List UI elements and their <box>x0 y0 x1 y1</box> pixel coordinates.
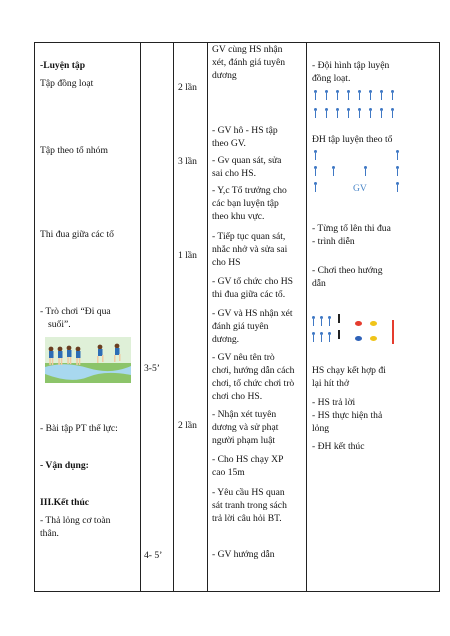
ball-icon <box>370 336 377 341</box>
ball-icon <box>370 321 377 326</box>
duration-value: 4- 5’ <box>144 550 163 561</box>
content-item: - Thả lỏng cơ toàn <box>40 515 111 526</box>
student-icon <box>396 166 399 176</box>
student-icon <box>380 90 383 100</box>
flag-icon <box>338 330 340 339</box>
content-item: Thi đua giữa các tổ <box>40 229 114 240</box>
teacher-activity: - Y,c Tổ trưởng cho <box>212 185 287 196</box>
student-icon <box>369 90 372 100</box>
content-item: - Bài tập PT thể lực: <box>40 423 118 434</box>
repetition-count: 3 lần <box>178 156 197 167</box>
student-icon <box>396 182 399 192</box>
teacher-activity: - GV hướng dẫn <box>212 549 275 560</box>
column-divider-3 <box>207 42 208 592</box>
ball-icon <box>355 321 362 326</box>
teacher-activity: cho HS <box>212 257 241 268</box>
column-divider-2 <box>173 42 174 592</box>
student-icon <box>336 108 339 118</box>
formation-diagram-group <box>312 88 437 122</box>
repetition-count: 2 lần <box>178 82 197 93</box>
teacher-activity: chơi, tổ chức chơi trò <box>212 378 295 389</box>
teacher-activity: - Yêu cầu HS quan <box>212 487 285 498</box>
repetition-count: 2 lần <box>178 420 197 431</box>
repetition-count: 1 lần <box>178 250 197 261</box>
content-item: suối”. <box>48 319 71 330</box>
teacher-activity: sát tranh trong sách <box>212 500 287 511</box>
student-icon <box>312 332 315 342</box>
section-heading-practice: -Luyện tập <box>40 60 86 71</box>
teacher-activity: - GV nêu tên trò <box>212 352 275 363</box>
student-activity: lại hít thở <box>312 378 350 389</box>
table-border-right <box>439 42 440 592</box>
teacher-activity: dương và sử phạt <box>212 422 279 433</box>
formation-diagram-teams <box>312 150 437 196</box>
student-icon <box>320 332 323 342</box>
student-icon <box>358 108 361 118</box>
teacher-activity: - GV hô - HS tập <box>212 125 278 136</box>
teacher-activity: trả lời câu hỏi BT. <box>212 513 282 524</box>
student-icon <box>369 108 372 118</box>
table-border-left <box>34 42 35 592</box>
student-icon <box>325 108 328 118</box>
student-activity: ĐH tập luyện theo tổ <box>312 134 393 145</box>
teacher-position-label: GV <box>353 183 367 194</box>
student-icon <box>336 90 339 100</box>
student-activity: HS chạy kết hợp đi <box>312 365 386 376</box>
student-icon <box>328 316 331 326</box>
table-border-top <box>34 42 440 43</box>
section-heading-end: III.Kết thúc <box>40 497 90 508</box>
teacher-activity: - Tiếp tục quan sát, <box>212 231 286 242</box>
student-icon <box>347 108 350 118</box>
teacher-activity: chơi, hướng dẫn cách <box>212 365 295 376</box>
teacher-activity: - Nhận xét tuyên <box>212 409 277 420</box>
student-activity: đồng loạt. <box>312 73 351 84</box>
goal-marker-icon <box>392 320 394 344</box>
content-item: thân. <box>40 528 59 539</box>
teacher-activity: - Gv quan sát, sửa <box>212 155 282 166</box>
teacher-activity: dương. <box>212 334 240 345</box>
teacher-activity: các bạn luyện tập <box>212 198 279 209</box>
teacher-activity: người phạm luật <box>212 435 276 446</box>
teacher-activity: chơi cho HS. <box>212 391 263 402</box>
student-icon <box>314 150 317 160</box>
teacher-activity: dương <box>212 70 237 81</box>
student-icon <box>314 166 317 176</box>
teacher-activity: đánh giá tuyên <box>212 321 269 332</box>
student-icon <box>312 316 315 326</box>
student-icon <box>314 90 317 100</box>
student-activity: - ĐH kết thúc <box>312 441 365 452</box>
student-activity: - Chơi theo hướng <box>312 265 383 276</box>
table-border-bottom <box>34 591 440 592</box>
student-activity: - HS thực hiện thả <box>312 410 383 421</box>
student-icon <box>358 90 361 100</box>
teacher-activity: thi đua giữa các tổ. <box>212 289 286 300</box>
student-activity: dẫn <box>312 278 326 289</box>
teacher-activity: - GV tổ chức cho HS <box>212 276 293 287</box>
student-activity: - HS trả lời <box>312 397 356 408</box>
student-icon <box>314 182 317 192</box>
student-icon <box>364 166 367 176</box>
teacher-activity: - GV và HS nhận xét <box>212 308 293 319</box>
formation-diagram-game <box>312 312 437 352</box>
content-item: Tập theo tổ nhóm <box>40 145 108 156</box>
student-activity: - Từng tổ lên thi đua <box>312 223 391 234</box>
ball-icon <box>355 336 362 341</box>
section-heading-apply: - Vận dụng: <box>40 460 89 471</box>
content-item: Tập đồng loạt <box>40 78 94 89</box>
column-divider-4 <box>306 42 307 592</box>
teacher-activity: theo GV. <box>212 138 246 149</box>
student-activity: - Đội hình tập luyện <box>312 60 390 71</box>
student-icon <box>391 108 394 118</box>
column-divider-1 <box>140 42 141 592</box>
student-icon <box>320 316 323 326</box>
student-icon <box>328 332 331 342</box>
student-activity: lỏng <box>312 423 330 434</box>
flag-icon <box>338 314 340 323</box>
student-icon <box>325 90 328 100</box>
content-item: - Trò chơi “Đi qua <box>40 306 111 317</box>
teacher-activity: theo khu vực. <box>212 211 265 222</box>
student-icon <box>347 90 350 100</box>
student-icon <box>396 150 399 160</box>
teacher-activity: cao 15m <box>212 467 245 478</box>
student-icon <box>380 108 383 118</box>
student-activity: - trình diễn <box>312 236 355 247</box>
teacher-activity: GV cùng HS nhận <box>212 44 283 55</box>
teacher-activity: xét, đánh giá tuyên <box>212 57 285 68</box>
game-illustration <box>45 337 131 383</box>
student-icon <box>391 90 394 100</box>
teacher-activity: nhắc nhở và sửa sai <box>212 244 288 255</box>
teacher-activity: sai cho HS. <box>212 168 256 179</box>
teacher-activity: - Cho HS chạy XP <box>212 454 284 465</box>
student-icon <box>314 108 317 118</box>
duration-value: 3-5’ <box>144 363 160 374</box>
student-icon <box>332 166 335 176</box>
